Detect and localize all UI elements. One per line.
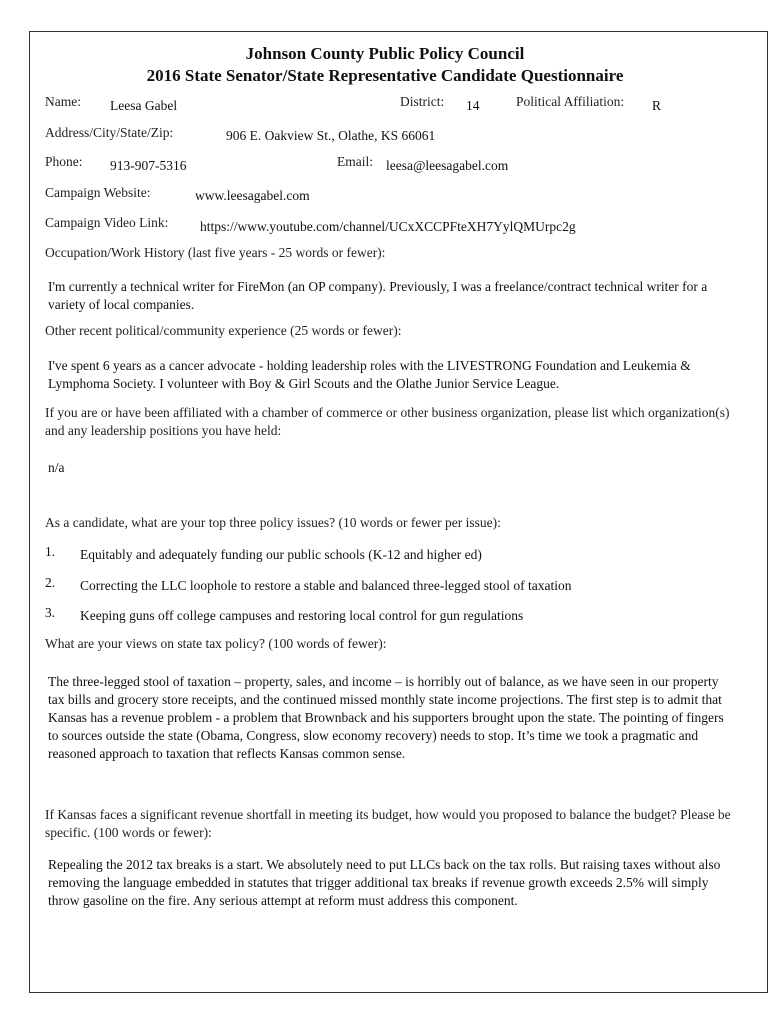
website-value: www.leesagabel.com: [195, 188, 310, 203]
budget-question: If Kansas faces a significant revenue shortfall in meeting its budget, how would you proposed to balance the budget? Please be specific. (100 words or fewer):: [45, 807, 731, 840]
experience-question: Other recent political/community experience (25 words or fewer):: [45, 323, 402, 338]
issue-number: 3.: [45, 605, 56, 620]
experience-answer: I've spent 6 years as a cancer advocate - holding leadership roles with the LIVESTRONG Foundation and Leukemia & Lymphoma Society. I volunteer with Boy & Girl Scouts and the Olathe Junior Service League.: [48, 358, 691, 391]
issue-number: 2.: [45, 575, 56, 590]
questionnaire-border: [29, 31, 768, 993]
issue-text: Correcting the LLC loophole to restore a stable and balanced three-legged stool of taxation: [80, 578, 572, 593]
phone-value: 913-907-5316: [110, 158, 187, 173]
occupation-question: Occupation/Work History (last five years - 25 words or fewer):: [45, 245, 386, 260]
issue-text: Equitably and adequately funding our public schools (K-12 and higher ed): [80, 547, 482, 562]
district-label: District:: [400, 94, 445, 109]
video-label: Campaign Video Link:: [45, 215, 169, 230]
address-label: Address/City/State/Zip:: [45, 125, 174, 140]
page-title: Johnson County Public Policy Council: [245, 44, 525, 63]
name-label: Name:: [45, 94, 81, 109]
district-value: 14: [466, 98, 480, 113]
phone-label: Phone:: [45, 154, 83, 169]
issues-question: As a candidate, what are your top three policy issues? (10 words or fewer per issue):: [45, 515, 501, 530]
occupation-answer: I'm currently a technical writer for FireMon (an OP company). Previously, I was a freelance/contract technical writer for a variety of local companies.: [48, 279, 708, 312]
page-subtitle: 2016 State Senator/State Representative Candidate Questionnaire: [146, 66, 624, 85]
issue-text: Keeping guns off college campuses and restoring local control for gun regulations: [80, 608, 524, 623]
website-label: Campaign Website:: [45, 185, 151, 200]
affiliation-label: Political Affiliation:: [516, 94, 625, 109]
tax-answer: The three-legged stool of taxation – property, sales, and income – is horribly out of balance, as we have seen in our property tax bills and grocery store receipts, and the continued missed monthly state income projections. The first step is to admit that Kansas has a revenue problem - a problem that Brownback and his supporters brought upon the state. The pointing of fingers to sources outside the state (Obama, Congress, slow economy recovery) needs to stop. It’s time we took a pragmatic and reasoned approach to taxation that reflects Kansas common sense.: [48, 674, 724, 761]
affiliation-value: R: [652, 98, 662, 113]
name-value: Leesa Gabel: [110, 98, 178, 113]
tax-question: What are your views on state tax policy? (100 words of fewer):: [45, 636, 387, 651]
email-value: leesa@leesagabel.com: [386, 158, 509, 173]
address-value: 906 E. Oakview St., Olathe, KS 66061: [226, 128, 436, 143]
budget-answer: Repealing the 2012 tax breaks is a start. We absolutely need to put LLCs back on the tax rolls. But raising taxes without also removing the language embedded in statutes that trigger additional tax breaks if revenue growth exceeds 2.5% will simply throw gasoline on the fire. Any serious attempt at reform must address this component.: [48, 857, 721, 908]
issue-number: 1.: [45, 544, 56, 559]
email-label: Email:: [337, 154, 373, 169]
chamber-question: If you are or have been affiliated with a chamber of commerce or other business organization, please list which organization(s) and any leadership positions you have held:: [45, 405, 730, 438]
chamber-answer: n/a: [48, 460, 65, 475]
video-value: https://www.youtube.com/channel/UCxXCCPFteXH7YylQMUrpc2g: [200, 219, 576, 234]
